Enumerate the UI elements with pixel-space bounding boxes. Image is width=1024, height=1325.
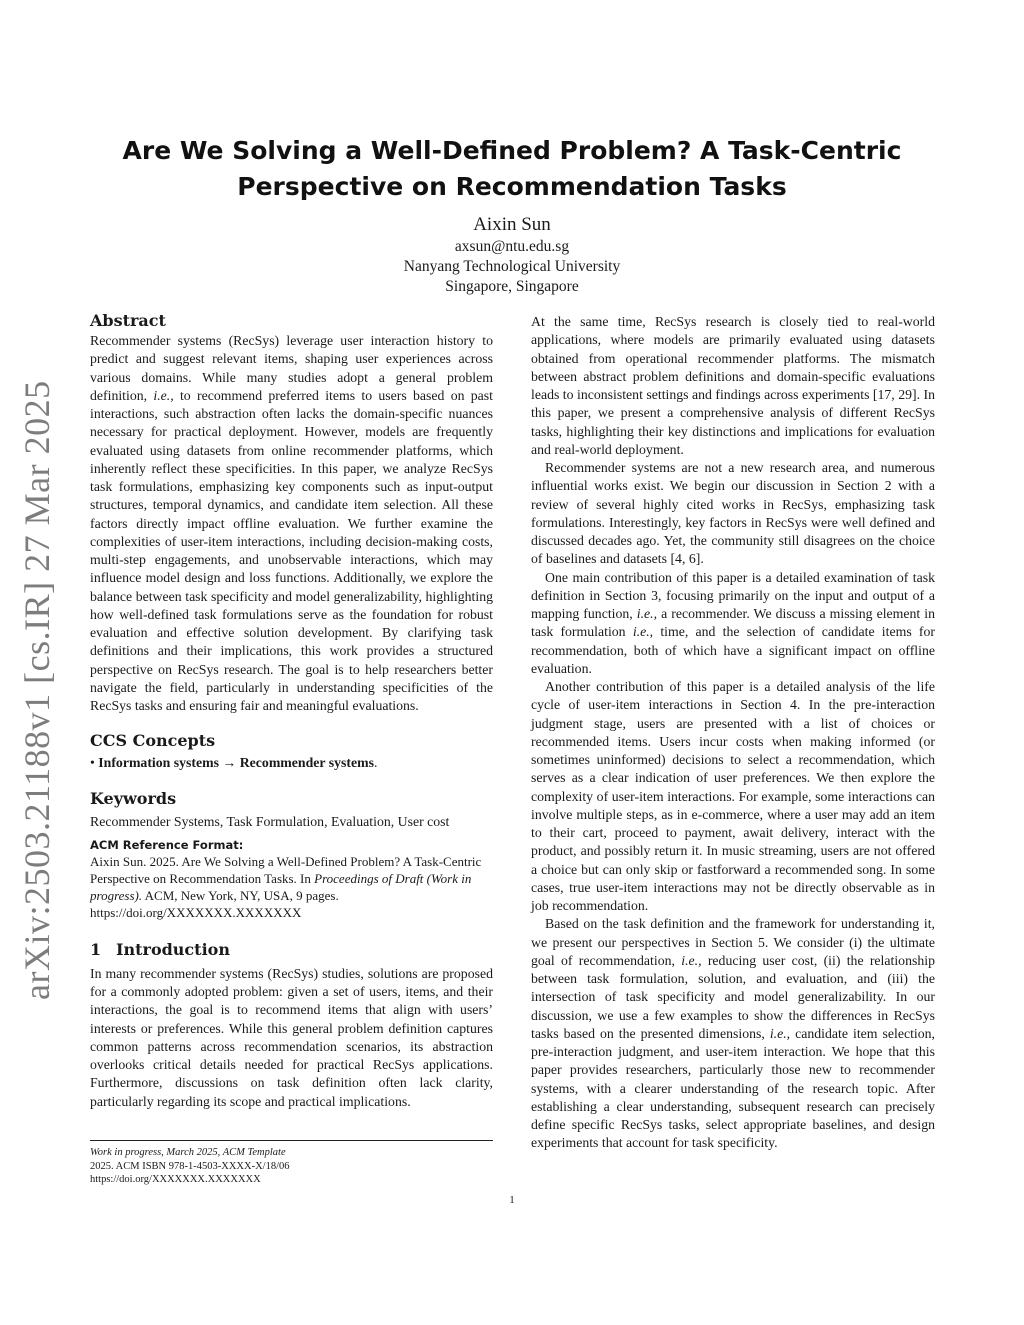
- footnote-divider: [90, 1140, 493, 1141]
- page-number: 1: [509, 1194, 515, 1206]
- footnote-doi[interactable]: https://doi.org/XXXXXXX.XXXXXXX: [90, 1174, 261, 1185]
- ccs-concepts: • Information systems → Recommender systems.: [90, 755, 378, 771]
- keywords-heading: Keywords: [90, 788, 177, 808]
- acm-reference-text: Aixin Sun. 2025. Are We Solving a Well-Defined Problem? A Task-Centric Perspective on Recommendation Tasks. In Proceedings of Draft (Work in progress). ACM, New York, NY, USA, 9 pages. https://doi.org/XXXXXXX.XXXXXXX: [90, 853, 482, 920]
- title-line-1: Are We Solving a Well-Defined Problem? A Task-Centric: [122, 136, 902, 165]
- footnote-venue: Work in progress, March 2025, ACM Template: [90, 1147, 286, 1158]
- left-column: [90, 310, 493, 1111]
- paragraph-1: At the same time, RecSys research is closely tied to real-world applications, where models are primarily evaluated using datasets obtained from operational recommender platforms. The mismatch between abstract problem definitions and domain-specific evaluations leads to inconsistent settings and findings across experiments [17, 29]. In this paper, we present a comprehensive analysis of different RecSys tasks, highlighting their key distinctions and implications for evaluation and real-world deployment.: [531, 314, 935, 457]
- acm-reference-label: ACM Reference Format:: [90, 837, 244, 852]
- paragraph-5: Based on the task definition and the framework for understanding it, we present our perspectives in Section 5. We consider (i) the ultimate goal of recommendation, i.e., reducing user cost, (ii) the relationship between task formulation, solution, and evaluation, and (iii) the intersection of task specificity and model generalizability. In our discussion, we use a few examples to show the differences in RecSys tasks based on the presented dimensions, i.e., candidate item selection, pre-interaction judgment, and user-item interaction. We hope that this paper provides researchers, particularly those new to recommender systems, with a clearer understanding of the research topic. After establishing a clear understanding, subsequent research can precisely define specific RecSys tasks, select appropriate baselines, and design experiments that account for task specificity.: [531, 916, 935, 1151]
- paper-title: [0, 133, 1024, 205]
- title-line-2: Perspective on Recommendation Tasks: [237, 172, 787, 201]
- paragraph-2: Recommender systems are not a new research area, and numerous influential works exist. We begin our discussion in Section 2 with a review of several highly cited works in RecSys, emphasizing task formulations. Interestingly, key factors in RecSys were well defined and discussed decades ago. Yet, the community still disagrees on the choice of baselines and datasets [4, 6].: [531, 460, 935, 567]
- abstract-text: Recommender systems (RecSys) leverage user interaction history to predict and suggest relevant items, shaping user experiences across various domains. While many studies adopt a general problem definition, i.e., to recommend preferred items to users based on past interactions, such abstraction often lacks the domain-specific nuances necessary for practical deployment. However, models are frequently evaluated using datasets from online recommender platforms, which inherently reflect these specificities. In this paper, we analyze RecSys task formulations, emphasizing key components such as input-output structures, temporal dynamics, and candidate item selection. All these factors directly impact offline evaluation. We further examine the complexities of user-item interactions, including decision-making costs, multi-step engagements, and unobservable interactions, which may influence model design and loss functions. Additionally, we explore the balance between task specificity and model generalizability, highlighting how well-defined task formulations serve as the foundation for robust evaluation and effective solution development. By clarifying task definitions and their implications, this work provides a structured perspective on RecSys research. The goal is to help researchers better navigate the field, particularly in understanding specificities of the RecSys tasks and ensuring fair and meaningful evaluations.: [90, 333, 493, 713]
- author-name: Aixin Sun: [473, 214, 551, 235]
- paragraph-4: Another contribution of this paper is a detailed analysis of the life cycle of user-item interactions in Section 4. In the pre-interaction judgment stage, users are presented with a list of choices or recommended items. Users incur costs when making informed (or sometimes uninformed) decisions to select a recommendation, which serves as a clear indication of user preferences. We then explore the complexity of user-item interactions. For example, some interactions can involve multiple steps, as in e-commerce, where a user may add an item to their cart, proceed to payment, await delivery, interact with the product, and possibly return it. In music streaming, users are not offered a choice but can only skip or fastforward a recommended song. In some cases, true user-item interactions may not be directly observable as in job recommendation.: [531, 679, 935, 913]
- right-column: [531, 313, 935, 1153]
- introduction-heading: 1 Introduction: [90, 939, 230, 959]
- abstract-heading: Abstract: [90, 311, 166, 330]
- keywords-text: Recommender Systems, Task Formulation, Evaluation, User cost: [90, 813, 450, 829]
- ccs-heading: CCS Concepts: [90, 731, 216, 751]
- paragraph-3: One main contribution of this paper is a detailed examination of task definition in Section 3, focusing primarily on the input and output of a mapping function, i.e., a recommender. We discuss a missing element in task formulation i.e., time, and the selection of candidate items for recommendation, both of which have a significant impact on offline evaluation.: [531, 569, 936, 676]
- introduction-text: In many recommender systems (RecSys) studies, solutions are proposed for a commonly adopted problem: given a set of users, items, and their interactions, the goal is to recommend items that align with users’ interests or preferences. While this general problem definition captures common patterns across recommendation scenarios, its abstraction overlooks critical details needed for practical RecSys applications. Furthermore, discussions on task definition often lack clarity, particularly regarding its scope and practical implications.: [90, 965, 493, 1109]
- author-location: Singapore, Singapore: [445, 278, 579, 295]
- footnote: [90, 1146, 493, 1187]
- arxiv-identifier-stamp: arXiv:2503.21188v1 [cs.IR] 27 Mar 2025: [17, 380, 57, 1000]
- author-email[interactable]: axsun@ntu.edu.sg: [454, 238, 570, 255]
- author-affiliation: Nanyang Technological University: [403, 258, 621, 275]
- footnote-isbn: 2025. ACM ISBN 978-1-4503-XXXX-X/18/06: [90, 1160, 290, 1172]
